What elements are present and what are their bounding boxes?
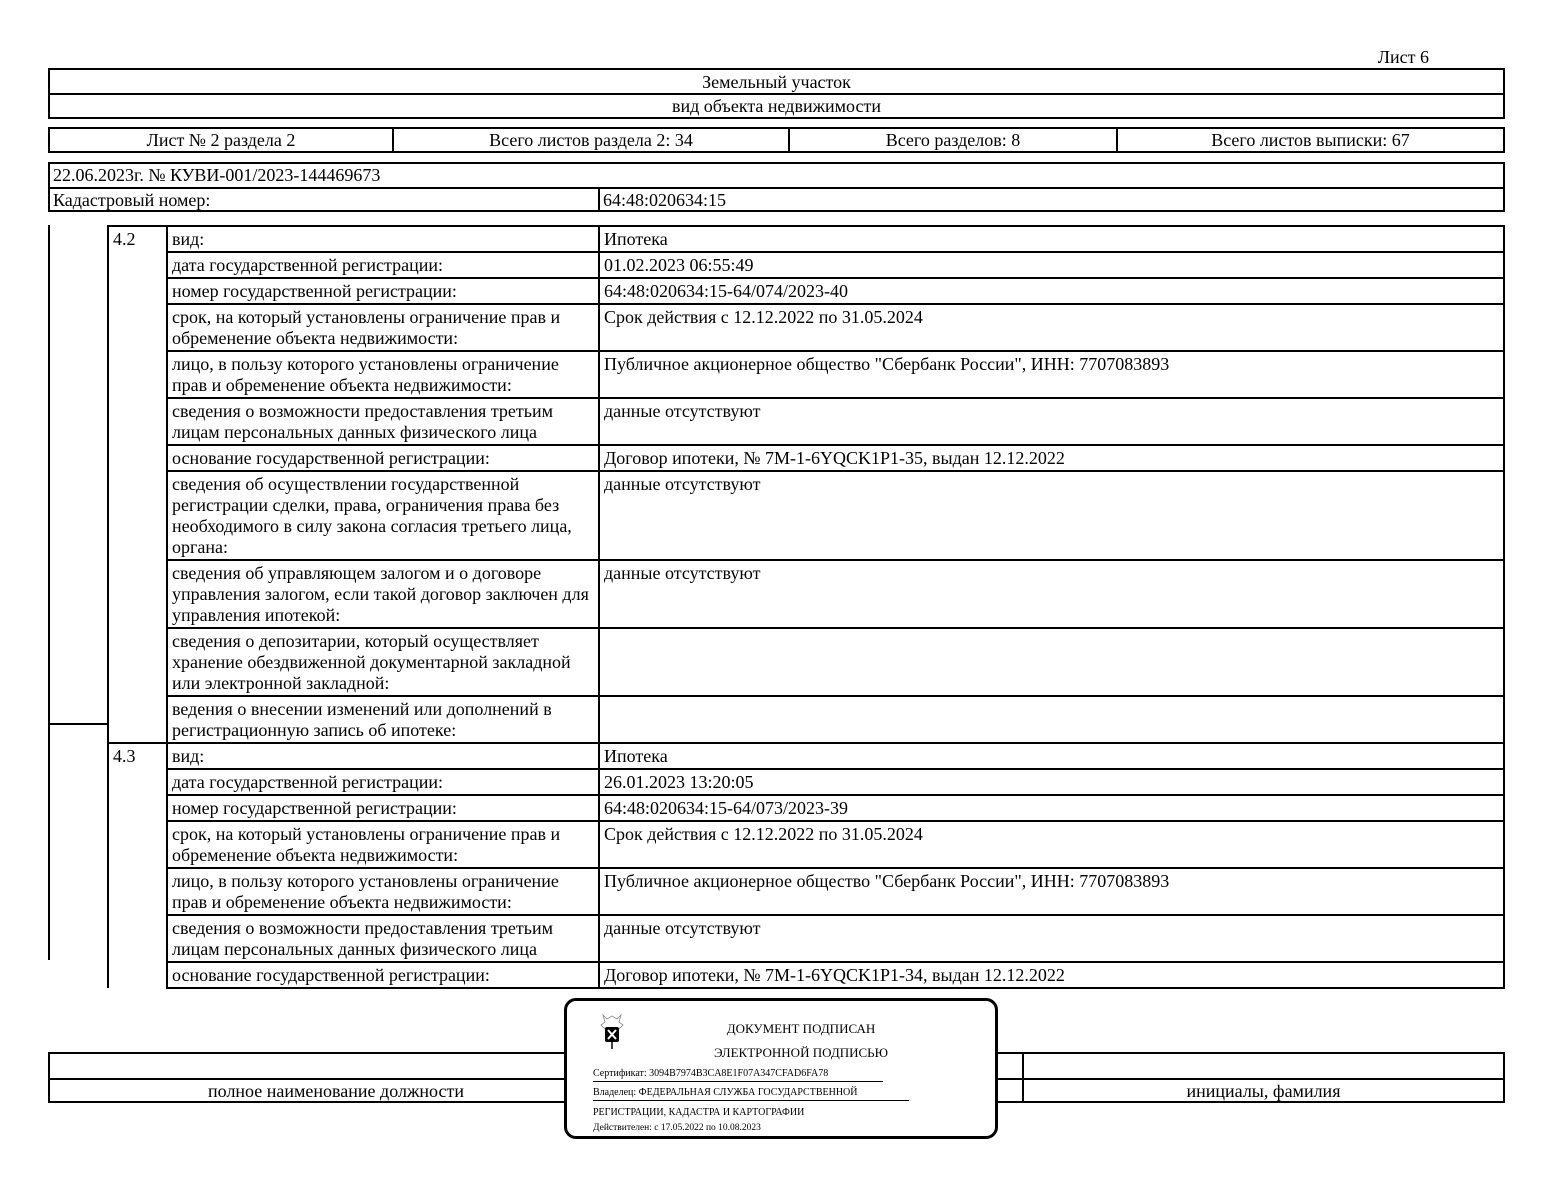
record-separator (48, 723, 108, 725)
cadastral-label: Кадастровый номер: (53, 190, 211, 210)
field-value: данные отсутствуют (599, 471, 1504, 560)
doc-header-box (48, 162, 1505, 212)
record-number (108, 821, 167, 868)
divider (598, 187, 600, 210)
field-label: основание государственной регистрации: (167, 445, 599, 471)
field-label: дата государственной регистрации: (167, 769, 599, 795)
record-number (108, 962, 167, 988)
field-value: 64:48:020634:15-64/074/2023-40 (599, 278, 1504, 304)
field-label: вид: (167, 226, 599, 252)
table-row (108, 445, 1504, 471)
table-row (108, 278, 1504, 304)
record-number (108, 351, 167, 398)
table-row (108, 471, 1504, 560)
table-row (108, 252, 1504, 278)
table-row (108, 696, 1504, 743)
field-value: Срок действия с 12.12.2022 по 31.05.2024 (599, 304, 1504, 351)
record-number (108, 398, 167, 445)
object-type-caption: вид объекта недвижимости (672, 96, 881, 116)
field-label: сведения о депозитарии, который осуществляет хранение обездвиженной документарной закладной или электронной закладной: (167, 628, 599, 696)
total-sheets-extract: Всего листов выписки: 67 (1211, 130, 1410, 150)
field-label: лицо, в пользу которого установлены ограничение прав и обременение объекта недвижимости: (167, 868, 599, 915)
field-value: 01.02.2023 06:55:49 (599, 252, 1504, 278)
field-value: Публичное акционерное общество "Сбербанк России", ИНН: 7707083893 (599, 351, 1504, 398)
sheet-label: Лист 6 (1377, 47, 1429, 67)
table-row (108, 304, 1504, 351)
field-label: срок, на который установлены ограничение прав и обременение объекта недвижимости: (167, 821, 599, 868)
divider (50, 187, 1503, 189)
divider (593, 1081, 883, 1082)
field-value: Договор ипотеки, № 7М-1-6YQCK1P1-34, выдан 12.12.2022 (599, 962, 1504, 988)
record-number: 4.2 (108, 226, 167, 252)
field-label: срок, на который установлены ограничение прав и обременение объекта недвижимости: (167, 304, 599, 351)
field-label: основание государственной регистрации: (167, 962, 599, 988)
sheet-of-section: Лист № 2 раздела 2 (146, 130, 296, 150)
record-number (108, 769, 167, 795)
table-row (108, 868, 1504, 915)
records-left-border (48, 225, 50, 960)
position-caption: полное наименование должности (208, 1081, 464, 1101)
field-label: ведения о внесении изменений или дополнений в регистрационную запись об ипотеке: (167, 696, 599, 743)
record-number: 4.3 (108, 743, 167, 769)
field-value: данные отсутствуют (599, 560, 1504, 628)
field-label: вид: (167, 743, 599, 769)
object-type: Земельный участок (702, 72, 851, 92)
field-value (599, 628, 1504, 696)
record-number (108, 915, 167, 962)
field-label: номер государственной регистрации: (167, 278, 599, 304)
table-row (108, 821, 1504, 868)
field-label: сведения о возможности предоставления третьим лицам персональных данных физического лица (167, 398, 599, 445)
record-number (108, 795, 167, 821)
field-label: сведения о возможности предоставления третьим лицам персональных данных физического лица (167, 915, 599, 962)
field-label: дата государственной регистрации: (167, 252, 599, 278)
sheet-info-row (48, 127, 1505, 153)
field-value (599, 696, 1504, 743)
table-row (108, 915, 1504, 962)
field-label: лицо, в пользу которого установлены ограничение прав и обременение объекта недвижимости: (167, 351, 599, 398)
record-number (108, 471, 167, 560)
field-value: 64:48:020634:15-64/073/2023-39 (599, 795, 1504, 821)
field-label: сведения об управляющем залогом и о договоре управления залогом, если такой договор заключен для управления ипотекой: (167, 560, 599, 628)
total-sheets-section: Всего листов раздела 2: 34 (489, 130, 693, 150)
field-value: Публичное акционерное общество "Сбербанк России", ИНН: 7707083893 (599, 868, 1504, 915)
table-row (108, 743, 1504, 769)
record-number (108, 252, 167, 278)
field-value: 26.01.2023 13:20:05 (599, 769, 1504, 795)
table-row (108, 226, 1504, 252)
stamp-line-2: ЭЛЕКТРОННОЙ ПОДПИСЬЮ (714, 1045, 888, 1060)
field-value: данные отсутствуют (599, 915, 1504, 962)
field-label: сведения об осуществлении государственной регистрации сделки, права, ограничения права без необходимого в силу закона согласия третьего лица, органа: (167, 471, 599, 560)
name-caption: инициалы, фамилия (1186, 1081, 1341, 1101)
table-row (108, 351, 1504, 398)
stamp-owner: Владелец: ФЕДЕРАЛЬНАЯ СЛУЖБА ГОСУДАРСТВЕННОЙ (593, 1087, 858, 1098)
encumbrance-table (107, 225, 1505, 989)
table-row (108, 560, 1504, 628)
divider (50, 93, 1503, 95)
stamp-line-1: ДОКУМЕНТ ПОДПИСАН (726, 1021, 876, 1036)
record-number (108, 278, 167, 304)
total-sections: Всего разделов: 8 (885, 130, 1021, 150)
stamp-certificate: Сертификат: 3094B7974B3CA8E1F07A347CFAD6FA78 (593, 1068, 829, 1079)
stamp-owner-cont: РЕГИСТРАЦИИ, КАДАСТРА И КАРТОГРАФИИ (593, 1107, 805, 1118)
object-type-box (48, 68, 1505, 119)
field-label: номер государственной регистрации: (167, 795, 599, 821)
table-row (108, 769, 1504, 795)
field-value: данные отсутствуют (599, 398, 1504, 445)
field-value: Ипотека (599, 743, 1504, 769)
record-number (108, 868, 167, 915)
record-number (108, 445, 167, 471)
record-number (108, 628, 167, 696)
table-row (108, 795, 1504, 821)
field-value: Ипотека (599, 226, 1504, 252)
field-value: Срок действия с 12.12.2022 по 31.05.2024 (599, 821, 1504, 868)
doc-ref: 22.06.2023г. № КУВИ-001/2023-144469673 (53, 165, 381, 185)
record-number (108, 696, 167, 743)
record-number (108, 304, 167, 351)
cadastral-number: 64:48:020634:15 (603, 190, 727, 210)
field-value: Договор ипотеки, № 7М-1-6YQCK1P1-35, выдан 12.12.2022 (599, 445, 1504, 471)
record-number (108, 560, 167, 628)
table-row (108, 628, 1504, 696)
table-row (108, 398, 1504, 445)
table-row (108, 962, 1504, 988)
divider (593, 1100, 909, 1101)
electronic-signature-stamp (564, 998, 998, 1139)
stamp-valid: Действителен: с 17.05.2022 по 10.08.2023 (593, 1123, 761, 1133)
